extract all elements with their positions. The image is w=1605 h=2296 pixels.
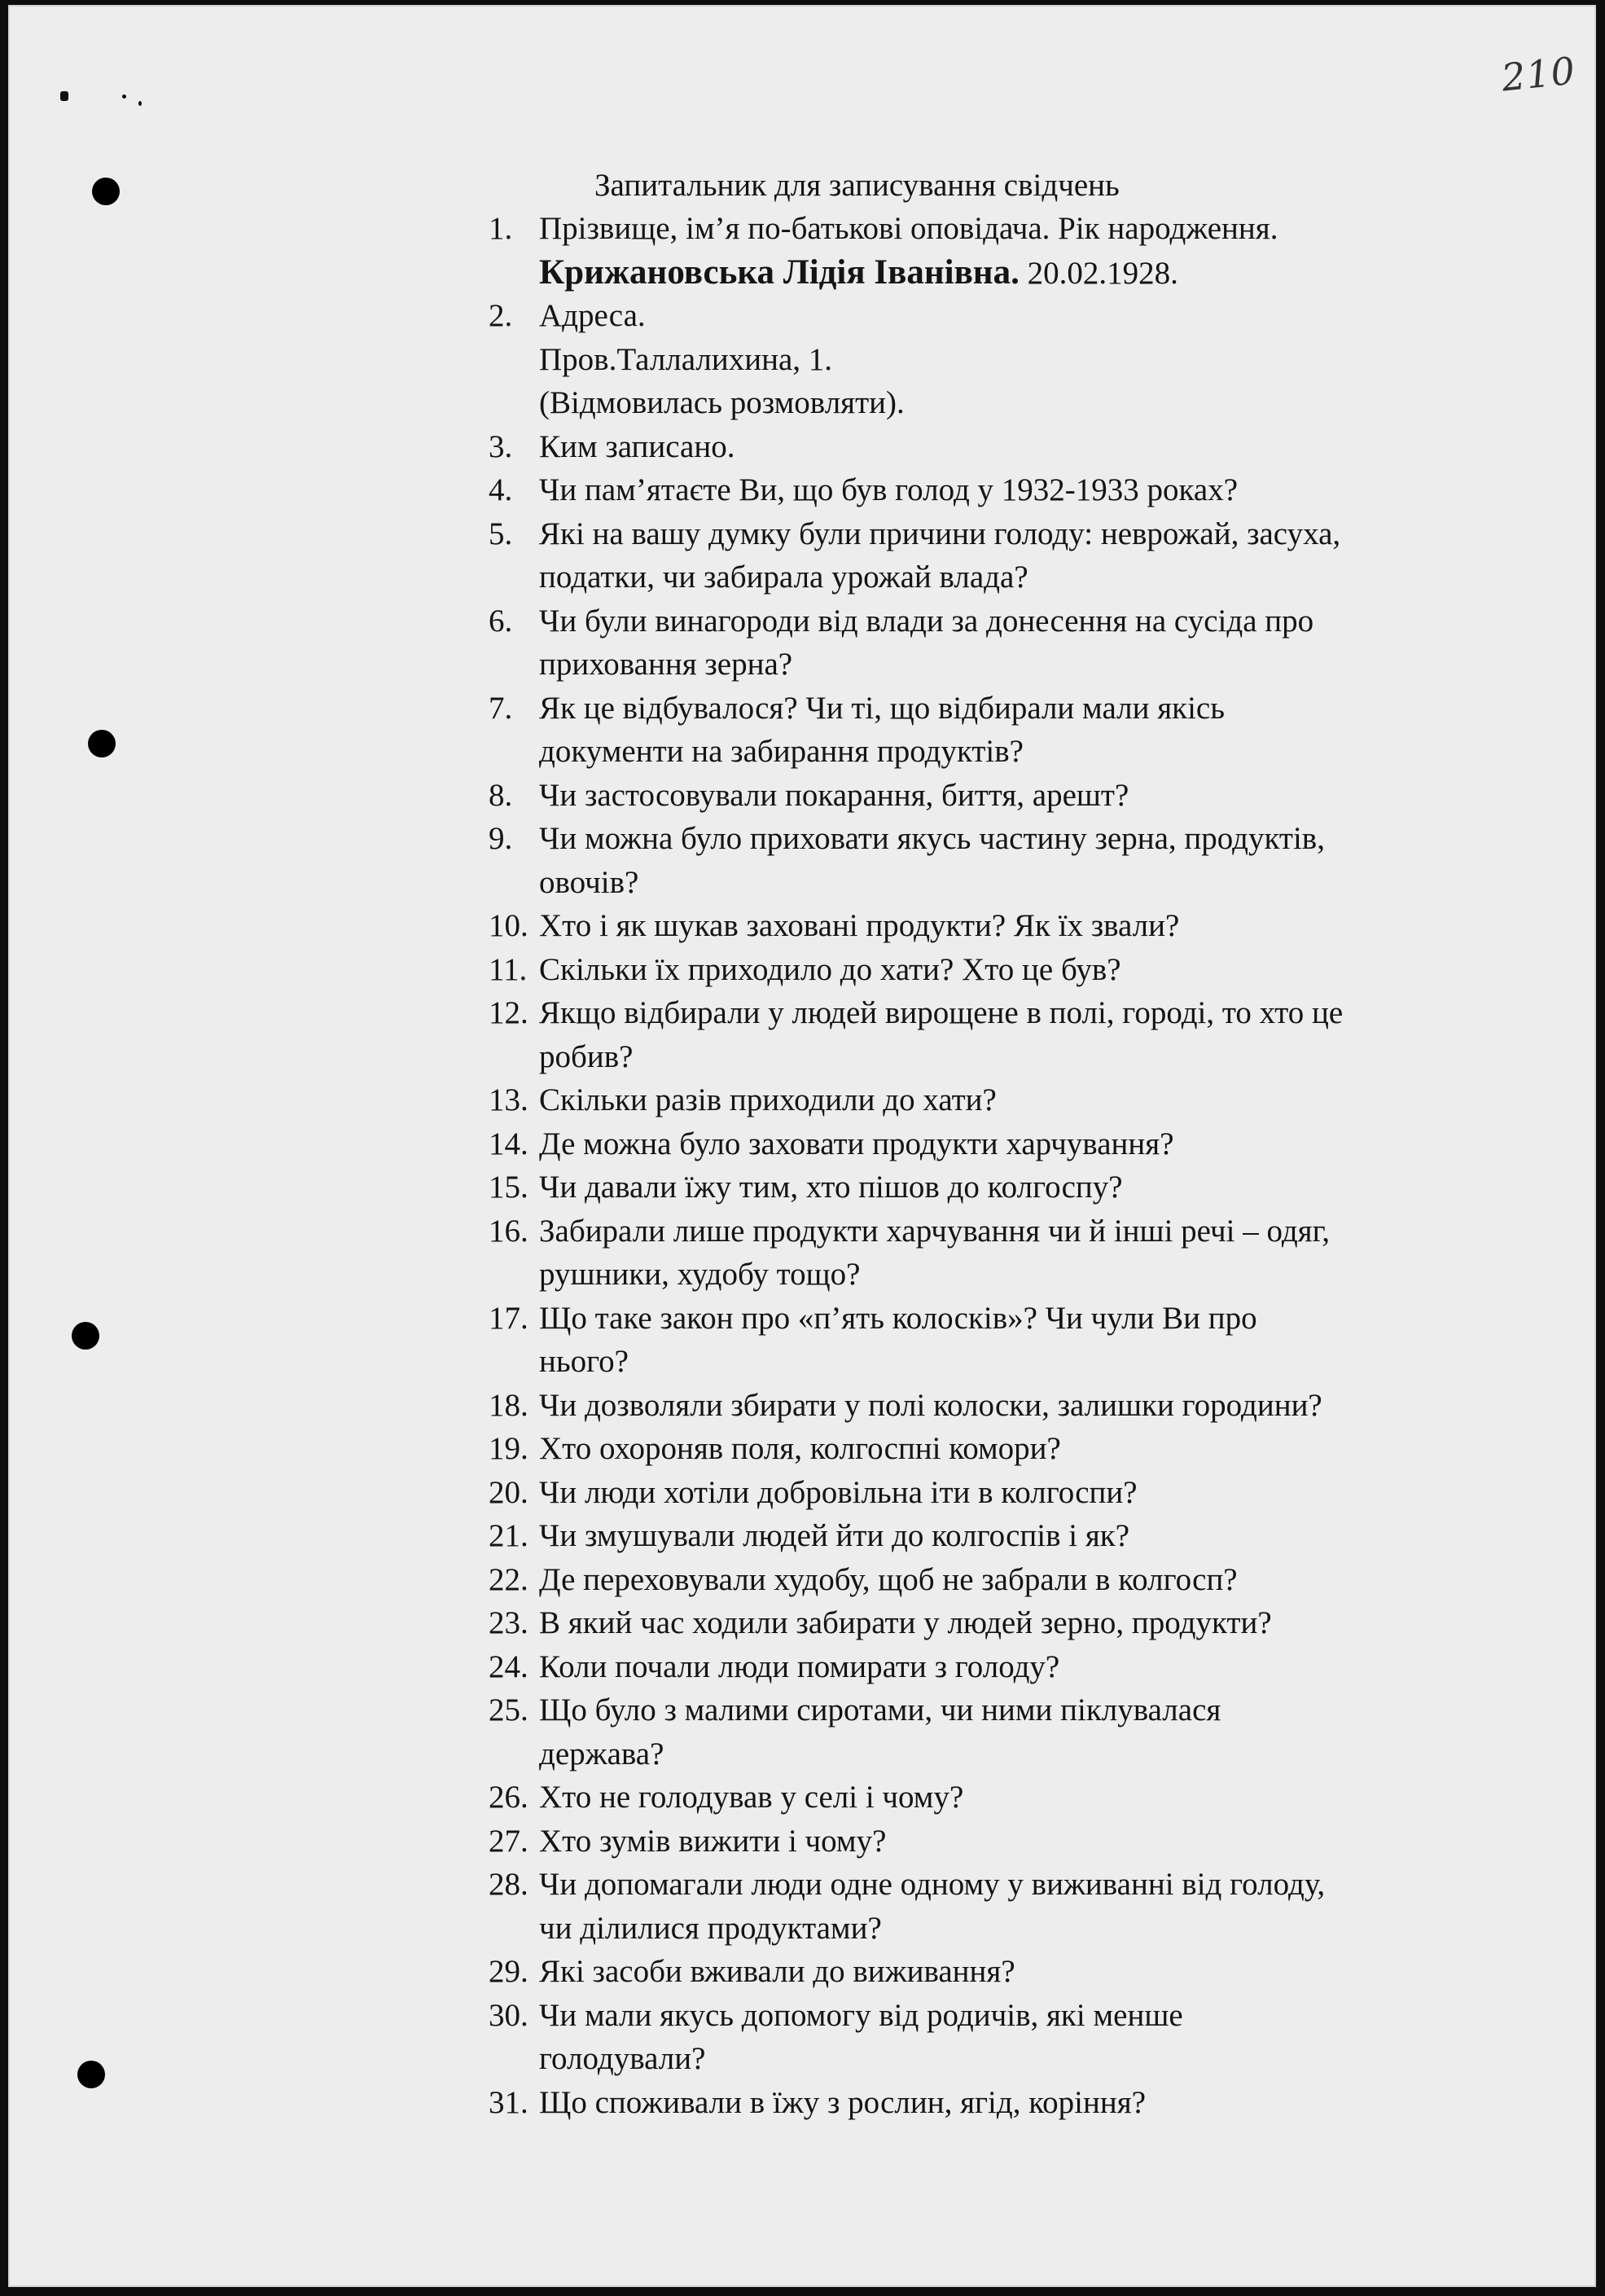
question-number: 13.	[489, 1082, 528, 1117]
ink-speck	[60, 91, 68, 101]
question-text: Чи змушували людей йти до колгоспів і як?	[539, 1518, 1130, 1553]
question-item	[489, 425, 1547, 469]
question-number: 29.	[489, 1954, 528, 1989]
question-text: Хто не голодував у селі і чому?	[539, 1780, 964, 1815]
question-item	[489, 1471, 1547, 1515]
question-item	[489, 468, 1547, 512]
respondent-birth-date: 20.02.1928.	[1027, 255, 1178, 291]
question-text: В який час ходили забирати у людей зерно, продукти?	[539, 1605, 1272, 1640]
page-number: 210	[1499, 48, 1578, 100]
question-item	[489, 207, 1547, 294]
question-item	[489, 817, 1547, 904]
question-number: 16.	[489, 1213, 528, 1249]
question-item	[489, 774, 1547, 818]
question-text: робив?	[539, 1038, 634, 1074]
question-number: 27.	[489, 1823, 528, 1859]
question-item	[489, 512, 1547, 599]
question-item	[489, 1122, 1547, 1166]
ink-speck	[138, 101, 142, 106]
question-number: 26.	[489, 1780, 528, 1815]
question-item	[489, 1514, 1547, 1558]
question-number: 25.	[489, 1692, 528, 1727]
question-text: Хто охороняв поля, колгоспні комори?	[539, 1431, 1061, 1466]
question-text: держава?	[539, 1736, 664, 1771]
question-item	[489, 1950, 1547, 1994]
question-text: Чи допомагали люди одне одному у виживанні від голоду,	[539, 1867, 1326, 1902]
question-number: 14.	[489, 1126, 528, 1161]
question-item	[489, 948, 1547, 992]
question-number: 15.	[489, 1170, 528, 1205]
question-number: 18.	[489, 1387, 528, 1423]
question-text: Які на вашу думку були причини голоду: неврожай, засуха,	[539, 516, 1341, 551]
question-text: (Відмовилась розмовляти).	[539, 385, 905, 420]
question-item	[489, 1384, 1547, 1428]
question-number: 17.	[489, 1300, 528, 1336]
question-text: Якщо відбирали у людей вирощене в полі, городі, то хто це	[539, 995, 1344, 1030]
question-list	[489, 207, 1547, 2124]
question-text: Скільки разів приходили до хати?	[539, 1082, 997, 1117]
question-item	[489, 1601, 1547, 1645]
question-text: Коли почали люди помирати з голоду?	[539, 1648, 1060, 1684]
question-number: 28.	[489, 1867, 528, 1902]
question-text: Де переховували худобу, щоб не забрали в колгосп?	[539, 1561, 1238, 1597]
question-text: Хто і як шукав заховані продукти? Як їх звали?	[539, 908, 1180, 943]
question-number: 20.	[489, 1474, 528, 1510]
question-text: Що споживали в їжу з рослин, ягід, коріння?	[539, 2084, 1146, 2120]
question-text: Скільки їх приходило до хати? Хто це був?	[539, 951, 1121, 987]
question-text: Забирали лише продукти харчування чи й інші речі – одяг,	[539, 1213, 1330, 1249]
question-number: 12.	[489, 995, 528, 1030]
question-number: 8.	[489, 777, 513, 813]
question-number: 3.	[489, 428, 513, 464]
question-text: нього?	[539, 1344, 629, 1379]
question-number: 11.	[489, 951, 528, 987]
question-number: 23.	[489, 1605, 528, 1640]
question-item	[489, 904, 1547, 948]
question-number: 24.	[489, 1648, 528, 1684]
question-item	[489, 1688, 1547, 1776]
question-number: 31.	[489, 2084, 528, 2120]
punch-hole	[77, 2061, 105, 2088]
question-number: 22.	[489, 1561, 528, 1597]
punch-hole	[72, 1322, 99, 1350]
question-text: рушники, худобу тощо?	[539, 1257, 861, 1292]
question-text: Хто зумів вижити і чому?	[539, 1823, 887, 1859]
question-text: овочів?	[539, 864, 639, 900]
questionnaire	[489, 165, 1547, 2124]
question-item	[489, 1820, 1547, 1864]
question-text: Ким записано.	[539, 428, 735, 464]
question-text: Чи застосовували покарання, биття, арешт?	[539, 777, 1129, 813]
question-item	[489, 687, 1547, 774]
question-item	[489, 991, 1547, 1078]
question-item	[489, 1776, 1547, 1820]
question-item	[489, 1209, 1547, 1297]
question-number: 7.	[489, 690, 513, 726]
question-text: Що таке закон про «п’ять колосків»? Чи чули Ви про	[539, 1300, 1257, 1336]
question-item	[489, 1645, 1547, 1689]
question-text: Прізвище, ім’я по-батькові оповідача. Рік народження.	[539, 211, 1278, 246]
question-text: Де можна було заховати продукти харчування?	[539, 1126, 1174, 1161]
question-text: Чи люди хотіли добровільна іти в колгоспи?	[539, 1474, 1138, 1510]
punch-hole	[88, 730, 116, 757]
question-text: Чи дозволяли збирати у полі колоски, залишки городини?	[539, 1387, 1322, 1423]
question-text: Чи давали їжу тим, хто пішов до колгоспу?	[539, 1170, 1123, 1205]
respondent-line	[539, 251, 1547, 295]
question-text: приховання зерна?	[539, 647, 793, 682]
question-text: Адреса.	[539, 298, 646, 333]
question-item	[489, 1427, 1547, 1471]
question-number: 21.	[489, 1518, 528, 1553]
punch-hole	[92, 178, 120, 205]
question-number: 10.	[489, 908, 528, 943]
question-item	[489, 599, 1547, 687]
respondent-name: Крижановська Лідія Іванівна.	[539, 252, 1020, 292]
question-text: Чи мали якусь допомогу від родичів, які менше	[539, 1997, 1183, 2033]
question-item	[489, 2081, 1547, 2125]
question-item	[489, 1863, 1547, 1950]
question-item	[489, 1078, 1547, 1122]
question-text: Чи пам’ятаєте Ви, що був голод у 1932-1933 роках?	[539, 472, 1239, 507]
question-number: 1.	[489, 211, 513, 246]
question-text: Що було з малими сиротами, чи ними піклувалася	[539, 1692, 1221, 1727]
question-text: Чи можна було приховати якусь частину зерна, продуктів,	[539, 821, 1325, 856]
question-text: Пров.Таллалихина, 1.	[539, 341, 833, 377]
question-item	[489, 1297, 1547, 1384]
document-page	[8, 5, 1596, 2287]
question-text: Чи були винагороди від влади за донесення на сусіда про	[539, 603, 1314, 639]
question-text: документи на забирання продуктів?	[539, 734, 1024, 769]
question-item	[489, 1994, 1547, 2081]
question-number: 30.	[489, 1997, 528, 2033]
question-number: 6.	[489, 603, 513, 639]
question-item	[489, 1558, 1547, 1602]
ink-speck	[122, 94, 126, 99]
question-text: податки, чи забирала урожай влада?	[539, 560, 1028, 595]
question-number: 5.	[489, 516, 513, 551]
question-text: Які засоби вживали до виживання?	[539, 1954, 1015, 1989]
question-item	[489, 1166, 1547, 1209]
question-text: чи ділилися продуктами?	[539, 1910, 882, 1946]
question-number: 9.	[489, 821, 513, 856]
questionnaire-title: Запитальник для записування свідчень	[594, 168, 1120, 203]
question-number: 4.	[489, 472, 513, 507]
question-text: Як це відбувалося? Чи ті, що відбирали мали якісь	[539, 690, 1226, 726]
question-item	[489, 294, 1547, 425]
question-text: голодували?	[539, 2041, 706, 2076]
question-number: 2.	[489, 298, 513, 333]
question-number: 19.	[489, 1431, 528, 1466]
